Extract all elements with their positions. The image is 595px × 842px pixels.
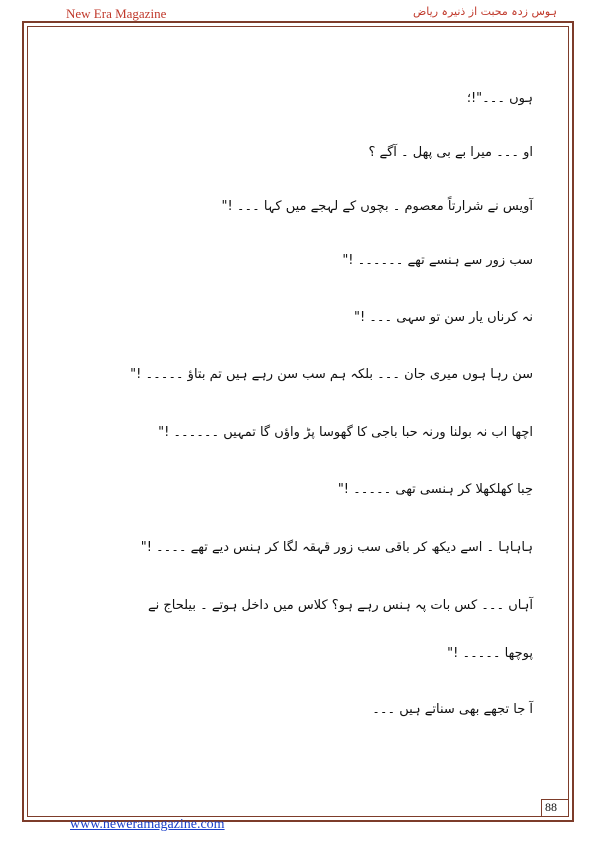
text-line-7: اچھا اب نہ بولنا ورنہ حبا باجی کا گھوسا پڑ واؤں گا تمہیں ۔۔۔۔۔۔ !" [158,425,533,440]
text-line-9: ہاہاہا ۔ اسے دیکھ کر باقی سب زور قہقہ لگا کر ہنس دیے تھے ۔۔۔۔ !" [140,540,533,555]
page-number: 88 [545,800,557,814]
text-line-11: پوچھا ۔۔۔۔۔ !" [447,646,533,661]
text-line-2: او ۔۔۔ میرا بے بی پھل ۔ آگے ؟ [368,145,533,160]
text-line-12: آ جا تجھے بھی سناتے ہیں ۔۔۔ [372,702,533,717]
text-line-8: حِبا کھلکھلا کر ہنسی تھی ۔۔۔۔۔ !" [337,482,533,497]
text-line-4: سب زور سے ہنسے تھے ۔۔۔۔۔۔ !" [342,253,533,268]
text-line-1: ہوں ۔۔۔"!؛ [466,91,533,106]
text-line-3: آویس نے شرارتاً معصوم ۔ بچوں کے لہجے میں کہا ۔۔۔ !" [221,199,533,214]
text-line-5: نہ کرناں یار سن تو سہی ۔۔۔ !" [353,310,533,325]
story-title: ہوس زدہ محبت از ذنیرہ ریاض [413,5,557,18]
magazine-name: New Era Magazine [66,6,167,21]
website-link[interactable]: www.neweramagazine.com [70,817,225,832]
text-line-10: آہاں ۔۔۔ کس بات پہ ہنس رہے ہو؟ کلاس میں داخل ہوتے ۔ بیلحاج نے [147,598,533,613]
text-line-6: سن رہا ہوں میری جان ۔۔۔ بلکہ ہم سب سن رہے ہیں تم بتاؤ ۔۔۔۔۔ !" [130,367,533,382]
